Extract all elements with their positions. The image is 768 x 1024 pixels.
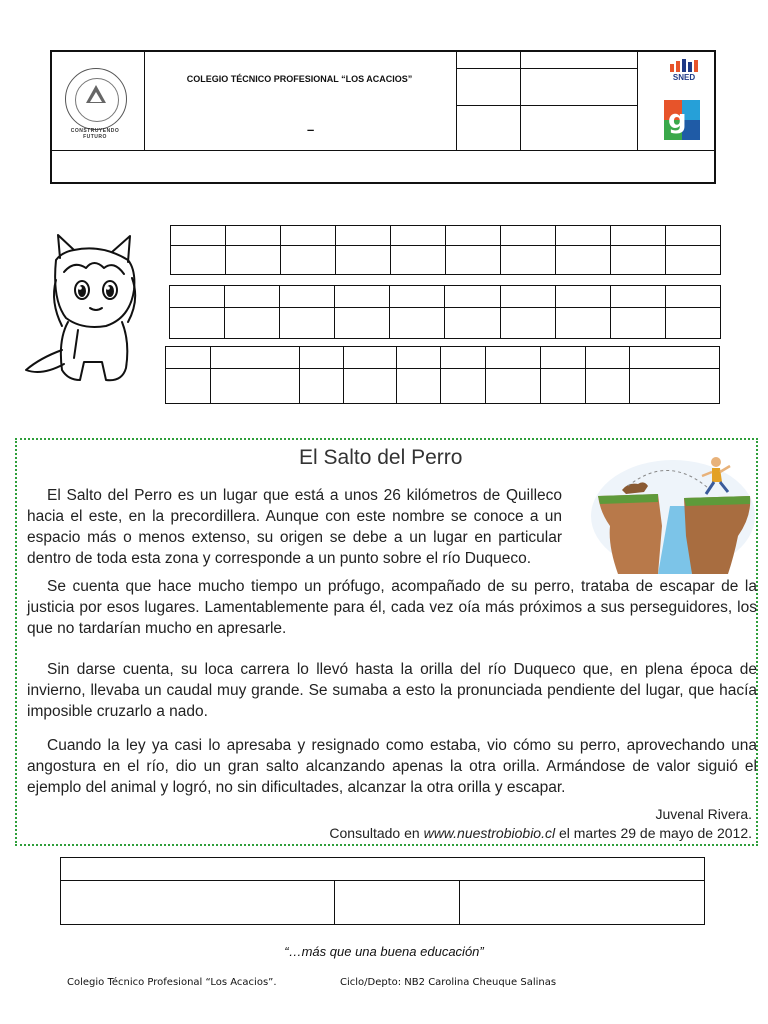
grid-cell[interactable]: [397, 369, 441, 404]
grid-cell[interactable]: [541, 347, 586, 369]
grid-cell[interactable]: [336, 246, 391, 275]
grid-cell[interactable]: [225, 286, 280, 308]
grid-cell[interactable]: [166, 369, 211, 404]
grid-cell[interactable]: [280, 286, 335, 308]
grid-cell[interactable]: [211, 369, 300, 404]
grid-cell[interactable]: [541, 369, 586, 404]
grid-cell[interactable]: [171, 246, 226, 275]
grid-cell[interactable]: [500, 308, 555, 339]
grid-cell[interactable]: [445, 308, 500, 339]
school-seal-logo: [65, 68, 127, 130]
bottom-table: [60, 857, 705, 925]
paragraph-2: Se cuenta que hace mucho tiempo un prófugo, acompañado de su perro, trataba de escapar de la justicia por esos lugares. Lamentablemente para él, cada vez oía más próximos a sus perseguidores, los que no tardarían mucho en apresarle.: [27, 578, 757, 637]
source-suffix: el martes 29 de mayo de 2012.: [555, 825, 752, 841]
reading-box: [15, 438, 758, 846]
grid-cell[interactable]: [555, 308, 610, 339]
grid-cell[interactable]: [336, 226, 391, 246]
grid-cell[interactable]: [556, 226, 611, 246]
header-dash: –: [307, 122, 315, 137]
grid-cell[interactable]: [665, 286, 720, 308]
reading-title: El Salto del Perro: [299, 446, 463, 469]
grid-cell[interactable]: [445, 286, 500, 308]
grid-cell[interactable]: [610, 286, 665, 308]
header-box: [50, 50, 716, 184]
motto: “…más que una buena educación”: [284, 944, 484, 959]
grid-cell[interactable]: [500, 286, 555, 308]
answer-grid-3: [165, 346, 720, 404]
grid-cell[interactable]: [486, 369, 541, 404]
grid-cell[interactable]: [610, 308, 665, 339]
grid-cell[interactable]: [556, 246, 611, 275]
grid-cell[interactable]: [335, 286, 390, 308]
source-url-link[interactable]: www.nuestrobiobio.cl: [423, 825, 556, 841]
grid-cell[interactable]: [170, 286, 225, 308]
grid-cell[interactable]: [665, 308, 720, 339]
grid-cell[interactable]: [666, 246, 721, 275]
school-name: COLEGIO TÉCNICO PROFESIONAL “LOS ACACIOS”: [186, 74, 413, 84]
paragraph-4: Cuando la ley ya casi lo apresaba y resignado como estaba, vio cómo su perro, aprovechando una angostura en el río, dio un gran salto alcanzando apenas la otra orilla. Armándose de valor siguió el ejemplo del animal y logró, no sin dificultades, alcanzar la otra orilla y escapar.: [27, 737, 757, 796]
grid-cell[interactable]: [501, 246, 556, 275]
sned-label: SNED: [672, 73, 696, 82]
grid-cell[interactable]: [280, 308, 335, 339]
grid-cell[interactable]: [391, 246, 446, 275]
grid-cell[interactable]: [390, 308, 445, 339]
grid-cell[interactable]: [335, 308, 390, 339]
grid-cell[interactable]: [166, 347, 211, 369]
grid-cell[interactable]: [281, 246, 336, 275]
grid-cell[interactable]: [486, 347, 541, 369]
grid-cell[interactable]: [555, 286, 610, 308]
grid-cell[interactable]: [281, 226, 336, 246]
wolf-costume-character-illustration: [22, 230, 152, 392]
grid-cell[interactable]: [501, 226, 556, 246]
grid-cell[interactable]: [391, 226, 446, 246]
grid-cell[interactable]: [226, 226, 281, 246]
grid-cell[interactable]: [226, 246, 281, 275]
grid-cell[interactable]: [446, 226, 501, 246]
paragraph-1: El Salto del Perro es un lugar que está a unos 26 kilómetros de Quilleco hacia el este, en la precordillera. Aunque con este nombre se conoce a un espacio más o menos extenso, su origen se debe a un lugar en particular dentro de toda esta zona y corresponde a un punto sobre el río Duqueco.: [27, 487, 562, 567]
grid-cell[interactable]: [441, 369, 486, 404]
answer-grid-1: [170, 225, 721, 275]
grid-cell[interactable]: [300, 347, 344, 369]
grid-cell[interactable]: [630, 369, 720, 404]
footer-depto: Ciclo/Depto: NB2 Carolina Cheuque Salinas: [340, 977, 557, 988]
grid-cell[interactable]: [397, 347, 441, 369]
grid-cell[interactable]: [611, 226, 666, 246]
cliff-jump-illustration: [588, 446, 758, 574]
grid-cell[interactable]: [586, 347, 630, 369]
grid-cell[interactable]: [611, 246, 666, 275]
footer-school: Colegio Técnico Profesional “Los Acacios”.: [67, 977, 277, 988]
grid-cell[interactable]: [225, 308, 280, 339]
source-citation: [329, 825, 752, 841]
seal-caption: CONSTRUYENDO FUTURO: [70, 128, 120, 140]
grid-cell[interactable]: [211, 347, 300, 369]
grid-cell[interactable]: [171, 226, 226, 246]
sned-logo: [664, 58, 704, 82]
grid-cell[interactable]: [344, 369, 397, 404]
answer-grid-2: [169, 285, 721, 339]
grid-cell[interactable]: [390, 286, 445, 308]
grid-cell[interactable]: [630, 347, 720, 369]
grid-cell[interactable]: [441, 347, 486, 369]
grid-cell[interactable]: [300, 369, 344, 404]
gestion-escolar-logo: g: [664, 100, 700, 140]
grid-cell[interactable]: [344, 347, 397, 369]
paragraph-3: Sin darse cuenta, su loca carrera lo llevó hasta la orilla del río Duqueco que, en plena época de invierno, llevaba un caudal muy grande. Se sumaba a esto la pronunciada pendiente del lugar, que hacía imposible cruzarlo a nado.: [27, 661, 757, 720]
grid-cell[interactable]: [446, 246, 501, 275]
source-prefix: Consultado en: [329, 825, 424, 841]
author: Juvenal Rivera.: [655, 806, 752, 822]
grid-cell[interactable]: [170, 308, 225, 339]
grid-cell[interactable]: [586, 369, 630, 404]
grid-cell[interactable]: [666, 226, 721, 246]
